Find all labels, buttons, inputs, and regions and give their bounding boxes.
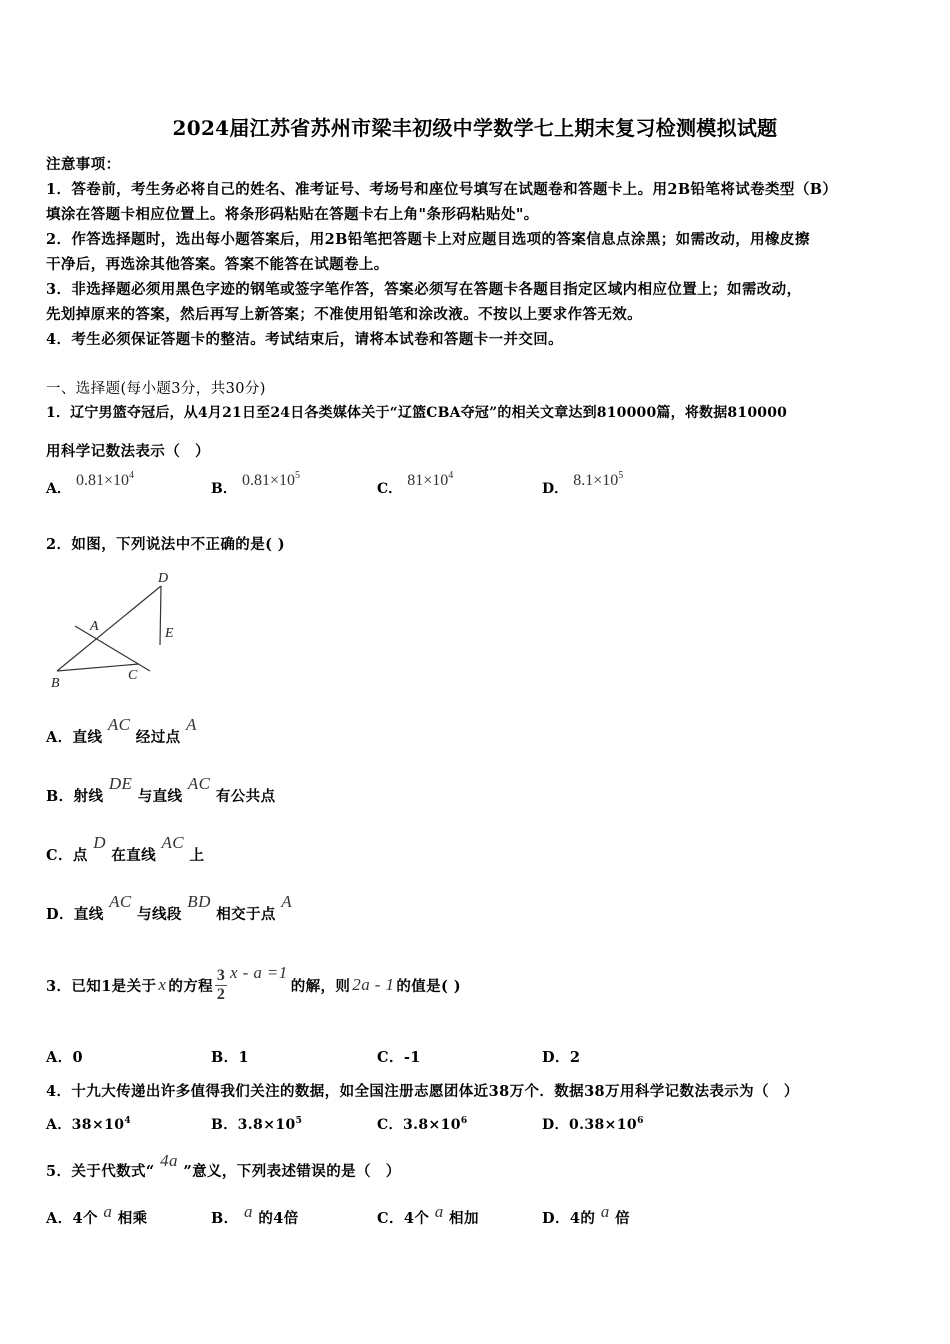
q2-option-d[interactable]: D．直线 AC 与线段 BD 相交于点 A: [46, 892, 293, 923]
notice-line: 1．答卷前，考生务必将自己的姓名、准考证号、考场号和座位号填写在试题卷和答题卡上。用2B铅笔将试卷类型（B）: [46, 181, 838, 198]
section-heading: 一、选择题(每小题3分，共30分): [46, 381, 266, 397]
question-1-stem-cont: 用科学记数法表示（ ）: [46, 443, 210, 460]
question-3-stem: 3．已知1是关于 x 的方程 $\frac{3}{2}$ x - a =1 的解，则 2a - 1 的值是( ): [46, 963, 462, 1003]
question-1-stem: 1．辽宁男篮夺冠后，从4月21日至24日各类媒体关于“辽篮CBA夺冠”的相关文章达到810000篇，将数据810000: [46, 405, 788, 421]
q2-option-c[interactable]: C．点 D 在直线 AC 上: [46, 833, 205, 864]
notice-line: 3．非选择题必须用黑色字迹的钢笔或签字笔作答，答案必须写在答题卡各题目指定区域内相应位置上；如需改动，: [46, 281, 802, 298]
q3-option-a[interactable]: A．0: [46, 1049, 84, 1066]
q2-option-b[interactable]: B．射线 DE 与直线 AC 有公共点: [46, 774, 276, 805]
point-label-d: D: [158, 571, 169, 586]
notice-line: 先划掉原来的答案，然后再写上新答案；不准使用铅笔和涂改液。不按以上要求作答无效。: [46, 306, 642, 323]
q4-option-b[interactable]: B．$3.8\times 10^5$: [211, 1116, 303, 1133]
q1-option-d[interactable]: D． $8.1\times 10^5$: [542, 470, 624, 497]
point-label-a: A: [90, 619, 99, 634]
line-ac: [75, 626, 150, 671]
q1-option-c[interactable]: C． $81\times 10^4$: [377, 470, 454, 497]
q4-option-c[interactable]: C．$3.8\times 10^6$: [377, 1116, 468, 1133]
q1-option-b[interactable]: B． $0.81\times 10^5$: [211, 470, 300, 497]
geometry-figure: [40, 565, 200, 695]
q3-option-b[interactable]: B．1: [211, 1049, 250, 1066]
q1-option-a[interactable]: A． $0.81\times 10^4$: [46, 470, 134, 497]
q5-option-a[interactable]: A．4个 a 相乘: [46, 1202, 148, 1227]
page-title: 2024届江苏省苏州市梁丰初级中学数学七上期末复习检测模拟试题: [172, 116, 778, 140]
q5-option-d[interactable]: D．4的 a 倍: [542, 1202, 630, 1227]
notice-line: 2．作答选择题时，选出每小题答案后，用2B铅笔把答题卡上对应题目选项的答案信息点涂黑；如需改动，用橡皮擦: [46, 231, 810, 248]
q4-option-d[interactable]: D．$0.38\times 10^6$: [542, 1116, 644, 1133]
line-bc: [57, 664, 139, 671]
q4-option-a[interactable]: A．$38\times 10^4$: [46, 1116, 132, 1133]
fraction-three-halves: $\frac{3}{2}$: [216, 966, 226, 1003]
point-label-e: E: [165, 626, 174, 641]
line-bd: [57, 586, 161, 671]
question-4-stem: 4．十九大传递出许多值得我们关注的数据，如全国注册志愿团体近38万个．数据38万用科学记数法表示为（ ）: [46, 1083, 799, 1100]
notice-heading: 注意事项：: [46, 156, 121, 173]
q3-option-c[interactable]: C．-1: [377, 1049, 421, 1066]
notice-line: 填涂在答题卡相应位置上。将条形码粘贴在答题卡右上角"条形码粘贴处"。: [46, 206, 539, 223]
notice-line: 干净后，再选涂其他答案。答案不能答在试题卷上。: [46, 256, 389, 273]
q5-option-b[interactable]: B． a 的4倍: [211, 1202, 299, 1227]
ray-de: [160, 586, 161, 645]
question-5-stem: 5．关于代数式“ 4a ”意义，下列表述错误的是（ ）: [46, 1151, 401, 1180]
question-2-stem: 2．如图，下列说法中不正确的是( ): [46, 536, 286, 553]
point-label-c: C: [128, 668, 138, 683]
point-label-b: B: [51, 676, 60, 691]
q5-option-c[interactable]: C．4个 a 相加: [377, 1202, 479, 1227]
notice-line: 4．考生必须保证答题卡的整洁。考试结束后，请将本试卷和答题卡一并交回。: [46, 331, 564, 348]
q2-option-a[interactable]: A．直线 AC 经过点 A: [46, 715, 197, 746]
q3-option-d[interactable]: D．2: [542, 1049, 581, 1066]
